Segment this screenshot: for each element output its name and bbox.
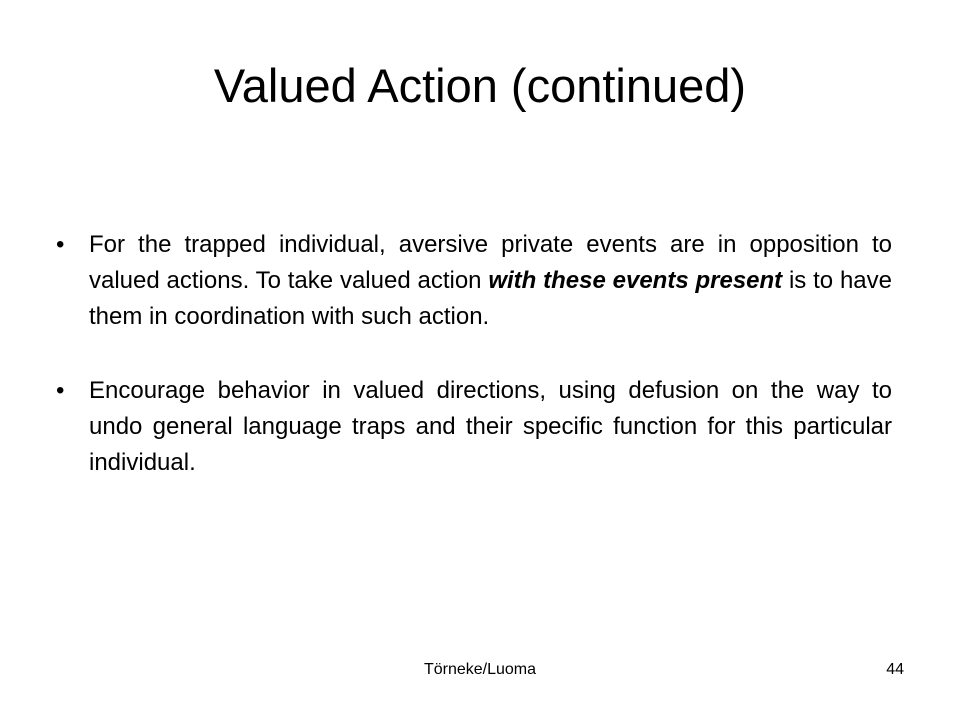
bullet-icon: • <box>56 377 65 404</box>
bullet-item <box>56 373 892 481</box>
bullet-text: For the trapped individual, aversive private events are in opposition to valued actions. To take valued action <box>89 231 892 294</box>
bullet-emphasis: with these events present <box>488 267 783 294</box>
bullet-icon: • <box>56 231 65 258</box>
footer-author: Törneke/Luoma <box>423 661 537 678</box>
bullet-item <box>56 227 892 335</box>
bullet-text-end: is to have them in coordination with such action. <box>89 267 892 330</box>
page-number: 44 <box>886 661 904 678</box>
bullet-text: Encourage behavior in valued directions, using defusion on the way to undo general language traps and their specific function for this particular individual. <box>89 377 892 476</box>
bullet-list <box>56 227 892 481</box>
slide-title: Valued Action (continued) <box>213 59 747 112</box>
